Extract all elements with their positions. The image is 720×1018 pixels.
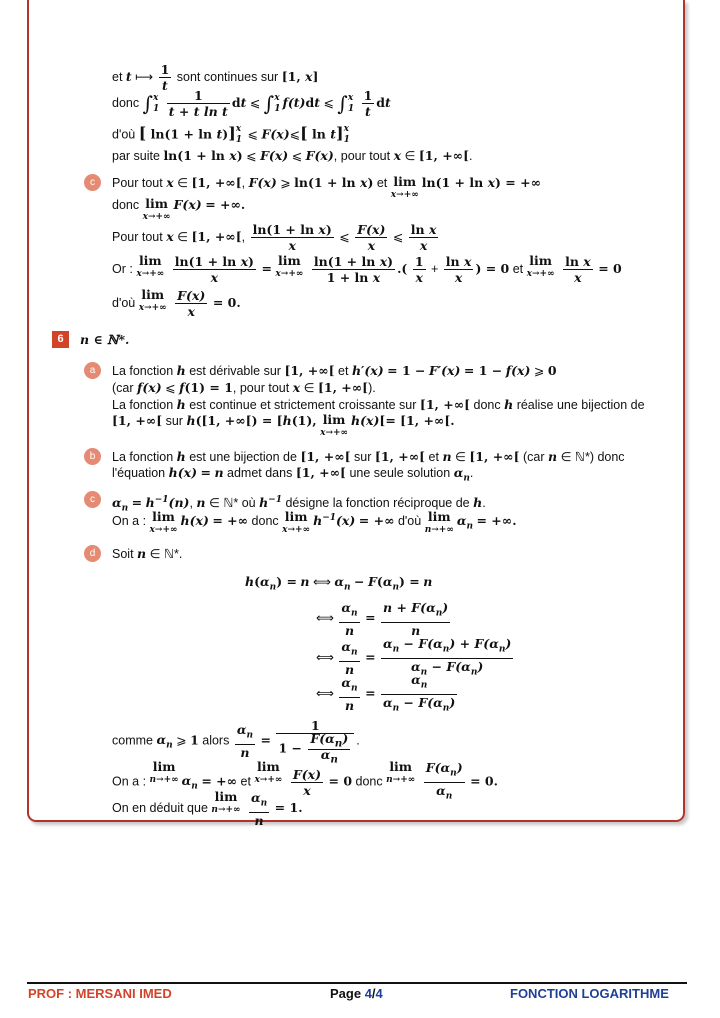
text-line: et t ⟼ $\frac{1}{t}$ sont continues sur [1, x]: [112, 62, 319, 93]
footer-rule: [27, 982, 687, 984]
text-line: Pour tout x ∈ [1, +∞[, F(x) ⩾ ln(1 + ln x) et lim x→+∞ ln(1 + ln x) = +∞: [112, 174, 541, 200]
footer-topic: FONCTION LOGARITHME: [510, 986, 669, 1001]
text-line: d'où [ ln(1 + ln t)] x 1 ⩽ F(x)⩽[ ln t] x 1: [112, 123, 350, 145]
footer-author: PROF : MERSANI IMED: [28, 986, 172, 1001]
badge-d: d: [84, 545, 101, 562]
equation-line: ⟺ $\frac{\alpha_n}{n}$ = $\frac{n + F(\alpha_n)}{n}$: [316, 600, 449, 638]
text-line: l'équation h(x) = n admet dans [1, +∞[ une seule solution $\alpha_n$.: [112, 465, 474, 484]
text-line: donc ∫ x 1 $\frac{1}{\text{t + t ln t}}$ dt ⩽ ∫ x 1 f(t)dt ⩽ ∫ x 1 $\frac{1}{t}$ dt: [112, 88, 391, 119]
badge-c: c: [84, 491, 101, 508]
text-line: On a : lim x→+∞ h(x) = +∞ donc lim x→+∞ $h^{-1}(x)$ = +∞ d'où lim n→+∞ $\alpha_n$ = +∞.: [112, 509, 517, 535]
equation-line: ⟺ $\frac{\alpha_n}{n}$ = $\frac{\alpha_n}{\alpha_n - F(\alpha_n)}$: [316, 672, 456, 713]
text-line: La fonction h est continue et strictement croissante sur [1, +∞[ donc h réalise une bijection de: [112, 397, 645, 412]
text-line: donc lim x→+∞ F(x) = +∞.: [112, 196, 246, 222]
text-line: [1, +∞[ sur h([1, +∞[) = [h(1), lim x→+∞ h(x)[= [1, +∞[.: [112, 412, 455, 438]
text-line: La fonction h est une bijection de [1, +∞[ sur [1, +∞[ et n ∈ [1, +∞[ (car n ∈ ℕ*) donc: [112, 449, 625, 464]
text-line: par suite ln(1 + ln x) ⩽ F(x) ⩽ F(x), pour tout x ∈ [1, +∞[.: [112, 148, 473, 163]
text-line: Or : lim x→+∞ $\frac{\text{ln(1 + ln x)}}{x}$ = lim x→+∞ $\frac{\text{ln(1 + ln x)}}{\text{1 + ln x}}$ .( $\frac{1}{x}$ + $\frac{\text{ln x}}{x}$ ) = 0 et lim x→+∞ $\frac{\text{ln x}}{x}$ = 0: [112, 253, 622, 285]
text-line: La fonction h est dérivable sur [1, +∞[ et h′(x) = 1 − F′(x) = 1 − f(x) ⩾ 0: [112, 363, 557, 378]
text-line: On en déduit que lim n→+∞ $\frac{\alpha_n}{n}$ = 1.: [112, 789, 303, 828]
footer-page: Page 4/4: [330, 986, 383, 1001]
text-line: $\alpha_n = h^{-1}(n)$, n ∈ ℕ* où $h^{-1}$ désigne la fonction réciproque de h.: [112, 495, 486, 514]
equation-line: $h(\alpha_n) = n$ ⟺ $\alpha_n - F(\alpha_n) = n$: [245, 574, 433, 593]
question-number: 6: [52, 331, 69, 348]
badge-b: b: [84, 448, 101, 465]
equation-line: ⟺ $\frac{\alpha_n}{n}$ = $\frac{\alpha_n - F(\alpha_n) + F(\alpha_n)}{\alpha_n - F(\alpha_n)}$: [316, 636, 512, 677]
badge-a: a: [84, 362, 101, 379]
text-line: d'où lim x→+∞ $\frac{F(x)}{x}$ = 0.: [112, 287, 241, 319]
text-line: On a : lim n→+∞ $\alpha_n$ = +∞ et lim x→+∞ $\frac{F(x)}{x}$ = 0 donc lim n→+∞ $\frac{F(\alpha_n)}{\alpha_n}$ = 0.: [112, 759, 498, 801]
text-line: Pour tout x ∈ [1, +∞[, $\frac{\text{ln(1 + ln x)}}{x}$ ⩽ $\frac{F(x)}{x}$ ⩽ $\frac{\text{ln x}}{x}$: [112, 222, 437, 253]
text-line: comme $\alpha_n$ ⩾ 1 alors $\frac{\alpha_n}{n}$ = 1 1 − $\frac{F(\alpha_n)}{\alpha_n}$ .: [112, 718, 360, 765]
text-line: (car f(x) ⩽ f(1) = 1, pour tout x ∈ [1, +∞[).: [112, 380, 376, 395]
text-line: Soit n ∈ ℕ*.: [112, 546, 183, 561]
badge-c: c: [84, 174, 101, 191]
text-line: n ∈ ℕ*.: [80, 332, 130, 347]
